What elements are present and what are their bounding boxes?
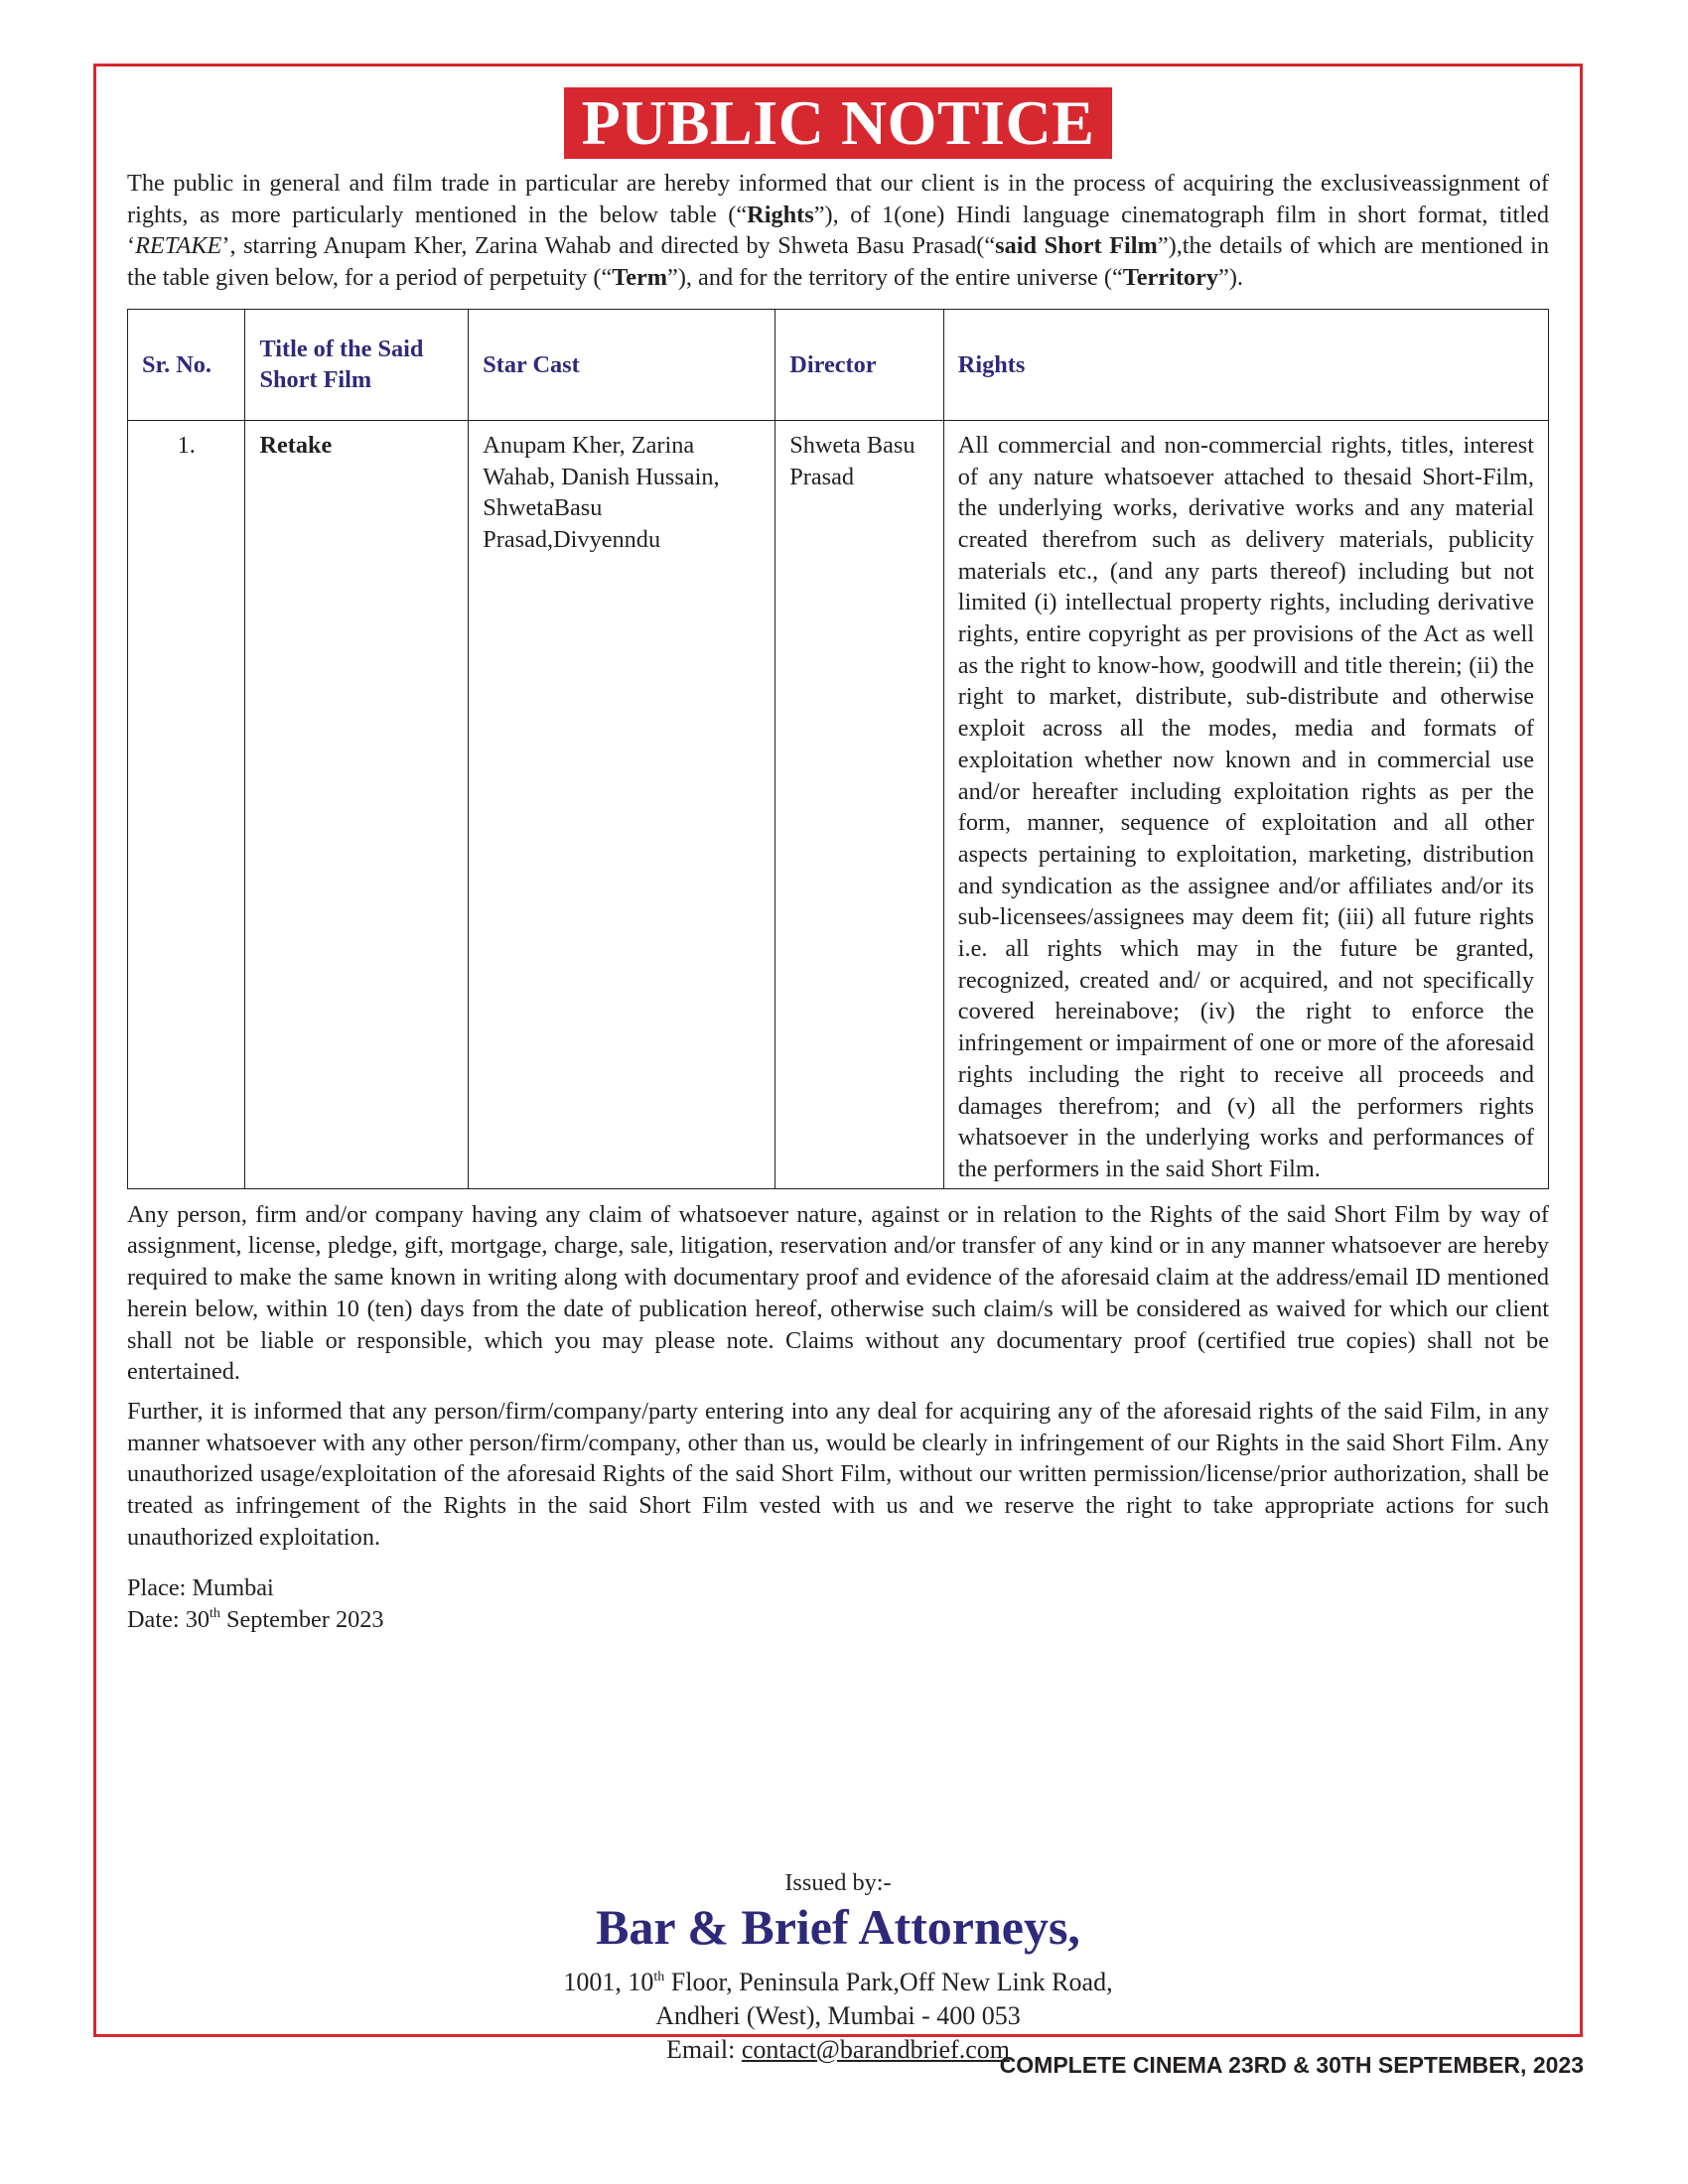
title-wrap [96, 87, 1580, 159]
notice-title: PUBLIC NOTICE [564, 87, 1113, 159]
address-line-1-suffix: Floor, Peninsula Park,Off New Link Road, [664, 1968, 1113, 1996]
cell-director: Shweta Basu Prasad [775, 420, 943, 1188]
film-title-italic: RETAKE [135, 232, 222, 260]
table-header-row [128, 309, 1549, 420]
intro-text-3: ’, starring Anupam Kher, Zarina Wahab and directed by Shweta Basu Prasad(“ [221, 232, 996, 260]
email-link[interactable]: contact@barandbrief.com [741, 2035, 1010, 2064]
intro-text-2: ”), of 1(one) Hindi language cinematograph film in short format, titled ‘ [127, 201, 1549, 260]
firm-name: Bar & Brief Attorneys, [596, 1899, 1080, 1955]
intro-text-6: ”). [1218, 264, 1243, 292]
further-paragraph: Further, it is informed that any person/firm/company/party entering into any deal for acquiring any of the aforesaid rights of the said Film, in any manner whatsoever with any other person/firm/company, other than us, would be clearly in infringement of our Rights in the said Short Film. Any unauthorized usage/exploitation of the aforesaid Rights of the said Short Film, without our written permission/license/prior authorization, shall be treated as infringement of the Rights in the said Short Film vested with us and we reserve the right to take appropriate actions for such unauthorized exploitation. [127, 1397, 1549, 1551]
place-line: Place: Mumbai [127, 1574, 274, 1602]
notice-content [127, 168, 1549, 1636]
address-line-1-prefix: 1001, 10 [563, 1968, 654, 1996]
header-star-cast: Star Cast [469, 309, 775, 420]
email-label: Email: [666, 2035, 742, 2064]
intro-paragraph [127, 168, 1549, 294]
rights-term: Rights [747, 201, 814, 228]
table-row [128, 420, 1549, 1188]
address-line-2: Andheri (West), Mumbai - 400 053 [655, 2001, 1021, 2030]
territory-term: Territory [1122, 264, 1219, 292]
date-sup: th [210, 1606, 220, 1622]
term-term: Term [612, 264, 668, 292]
cell-sr-no: 1. [128, 420, 245, 1188]
date-suffix: September 2023 [219, 1606, 384, 1634]
cell-title [245, 420, 469, 1188]
place-date [127, 1572, 1549, 1635]
cell-star-cast: Anupam Kher, Zarina Wahab, Danish Hussain, ShwetaBasu Prasad,Divyenndu [469, 420, 775, 1188]
intro-text-1: The public in general and film trade in particular are hereby informed that our client is in the process of acquiring the exclusiveassignment of rights, as more particularly mentioned in the below table (“ [127, 170, 1549, 228]
header-rights: Rights [943, 309, 1548, 420]
date-prefix: Date: 30 [127, 1606, 210, 1634]
notice-frame [93, 64, 1583, 2064]
header-title: Title of the Said Short Film [245, 309, 469, 420]
address-line-1-sup: th [653, 1970, 665, 1984]
issued-by: Issued by:- [784, 1869, 892, 1896]
claims-paragraph: Any person, firm and/or company having any claim of whatsoever nature, against or in relation to the Rights of the said Short Film by way of assignment, license, pledge, gift, mortgage, charge, sale, litigation, reservation and/or transfer of any kind or in any manner whatsoever are hereby required to make the same known in writing along with documentary proof and evidence of the aforesaid claim at the address/email ID mentioned herein below, within 10 (ten) days from the date of publication hereof, otherwise such claim/s will be considered as waived for which our client shall not be liable or responsible, which you may please note. Claims without any documentary proof (certified true copies) shall not be entertained. [127, 1200, 1549, 1386]
date-line [127, 1604, 1549, 1636]
header-director: Director [775, 309, 943, 420]
cell-rights: All commercial and non-commercial rights, titles, interest of any nature whatsoever attached to thesaid Short-Film, the underlying works, derivative works and any material created therefrom such as delivery materials, publicity materials etc., (and any parts thereof) including but not limited (i) intellectual property rights, including derivative rights, entire copyright as per provisions of the Act as well as the right to know-how, goodwill and title therein; (ii) the right to market, distribute, sub-distribute and otherwise exploit across all the modes, media and formats of exploitation whether now known and in commercial use and/or hereafter including exploitation rights as per the form, manner, sequence of exploitation and all other aspects pertaining to exploitation, marketing, distribution and syndication as the assignee and/or affiliates and/or its sub-licensees/assignees may deem fit; (iii) all future rights i.e. all rights which may in the future be granted, recognized, created and/ or acquired, and not specifically covered hereinabove; (iv) the right to enforce the infringement or impairment of one or more of the aforesaid rights including the right to receive all proceeds and damages therefrom; and (v) all the performers rights whatsoever in the underlying works and performances of the performers in the said Short Film. [943, 420, 1548, 1188]
address-line-1 [96, 1966, 1580, 1999]
body-paragraphs [127, 1199, 1549, 1554]
rights-table [127, 309, 1549, 1189]
intro-text-5: ”), and for the territory of the entire universe (“ [667, 264, 1123, 292]
intro-text-4: ”),the details of which are mentioned in the table given below, for a period of perpetuity (“ [127, 232, 1549, 292]
cell-title-text: Retake [259, 431, 333, 459]
publication-footer: COMPLETE CINEMA 23RD & 30TH SEPTEMBER, 2023 [999, 2052, 1584, 2078]
film-term: said Short Film [995, 232, 1158, 260]
header-sr-no: Sr. No. [128, 309, 245, 420]
